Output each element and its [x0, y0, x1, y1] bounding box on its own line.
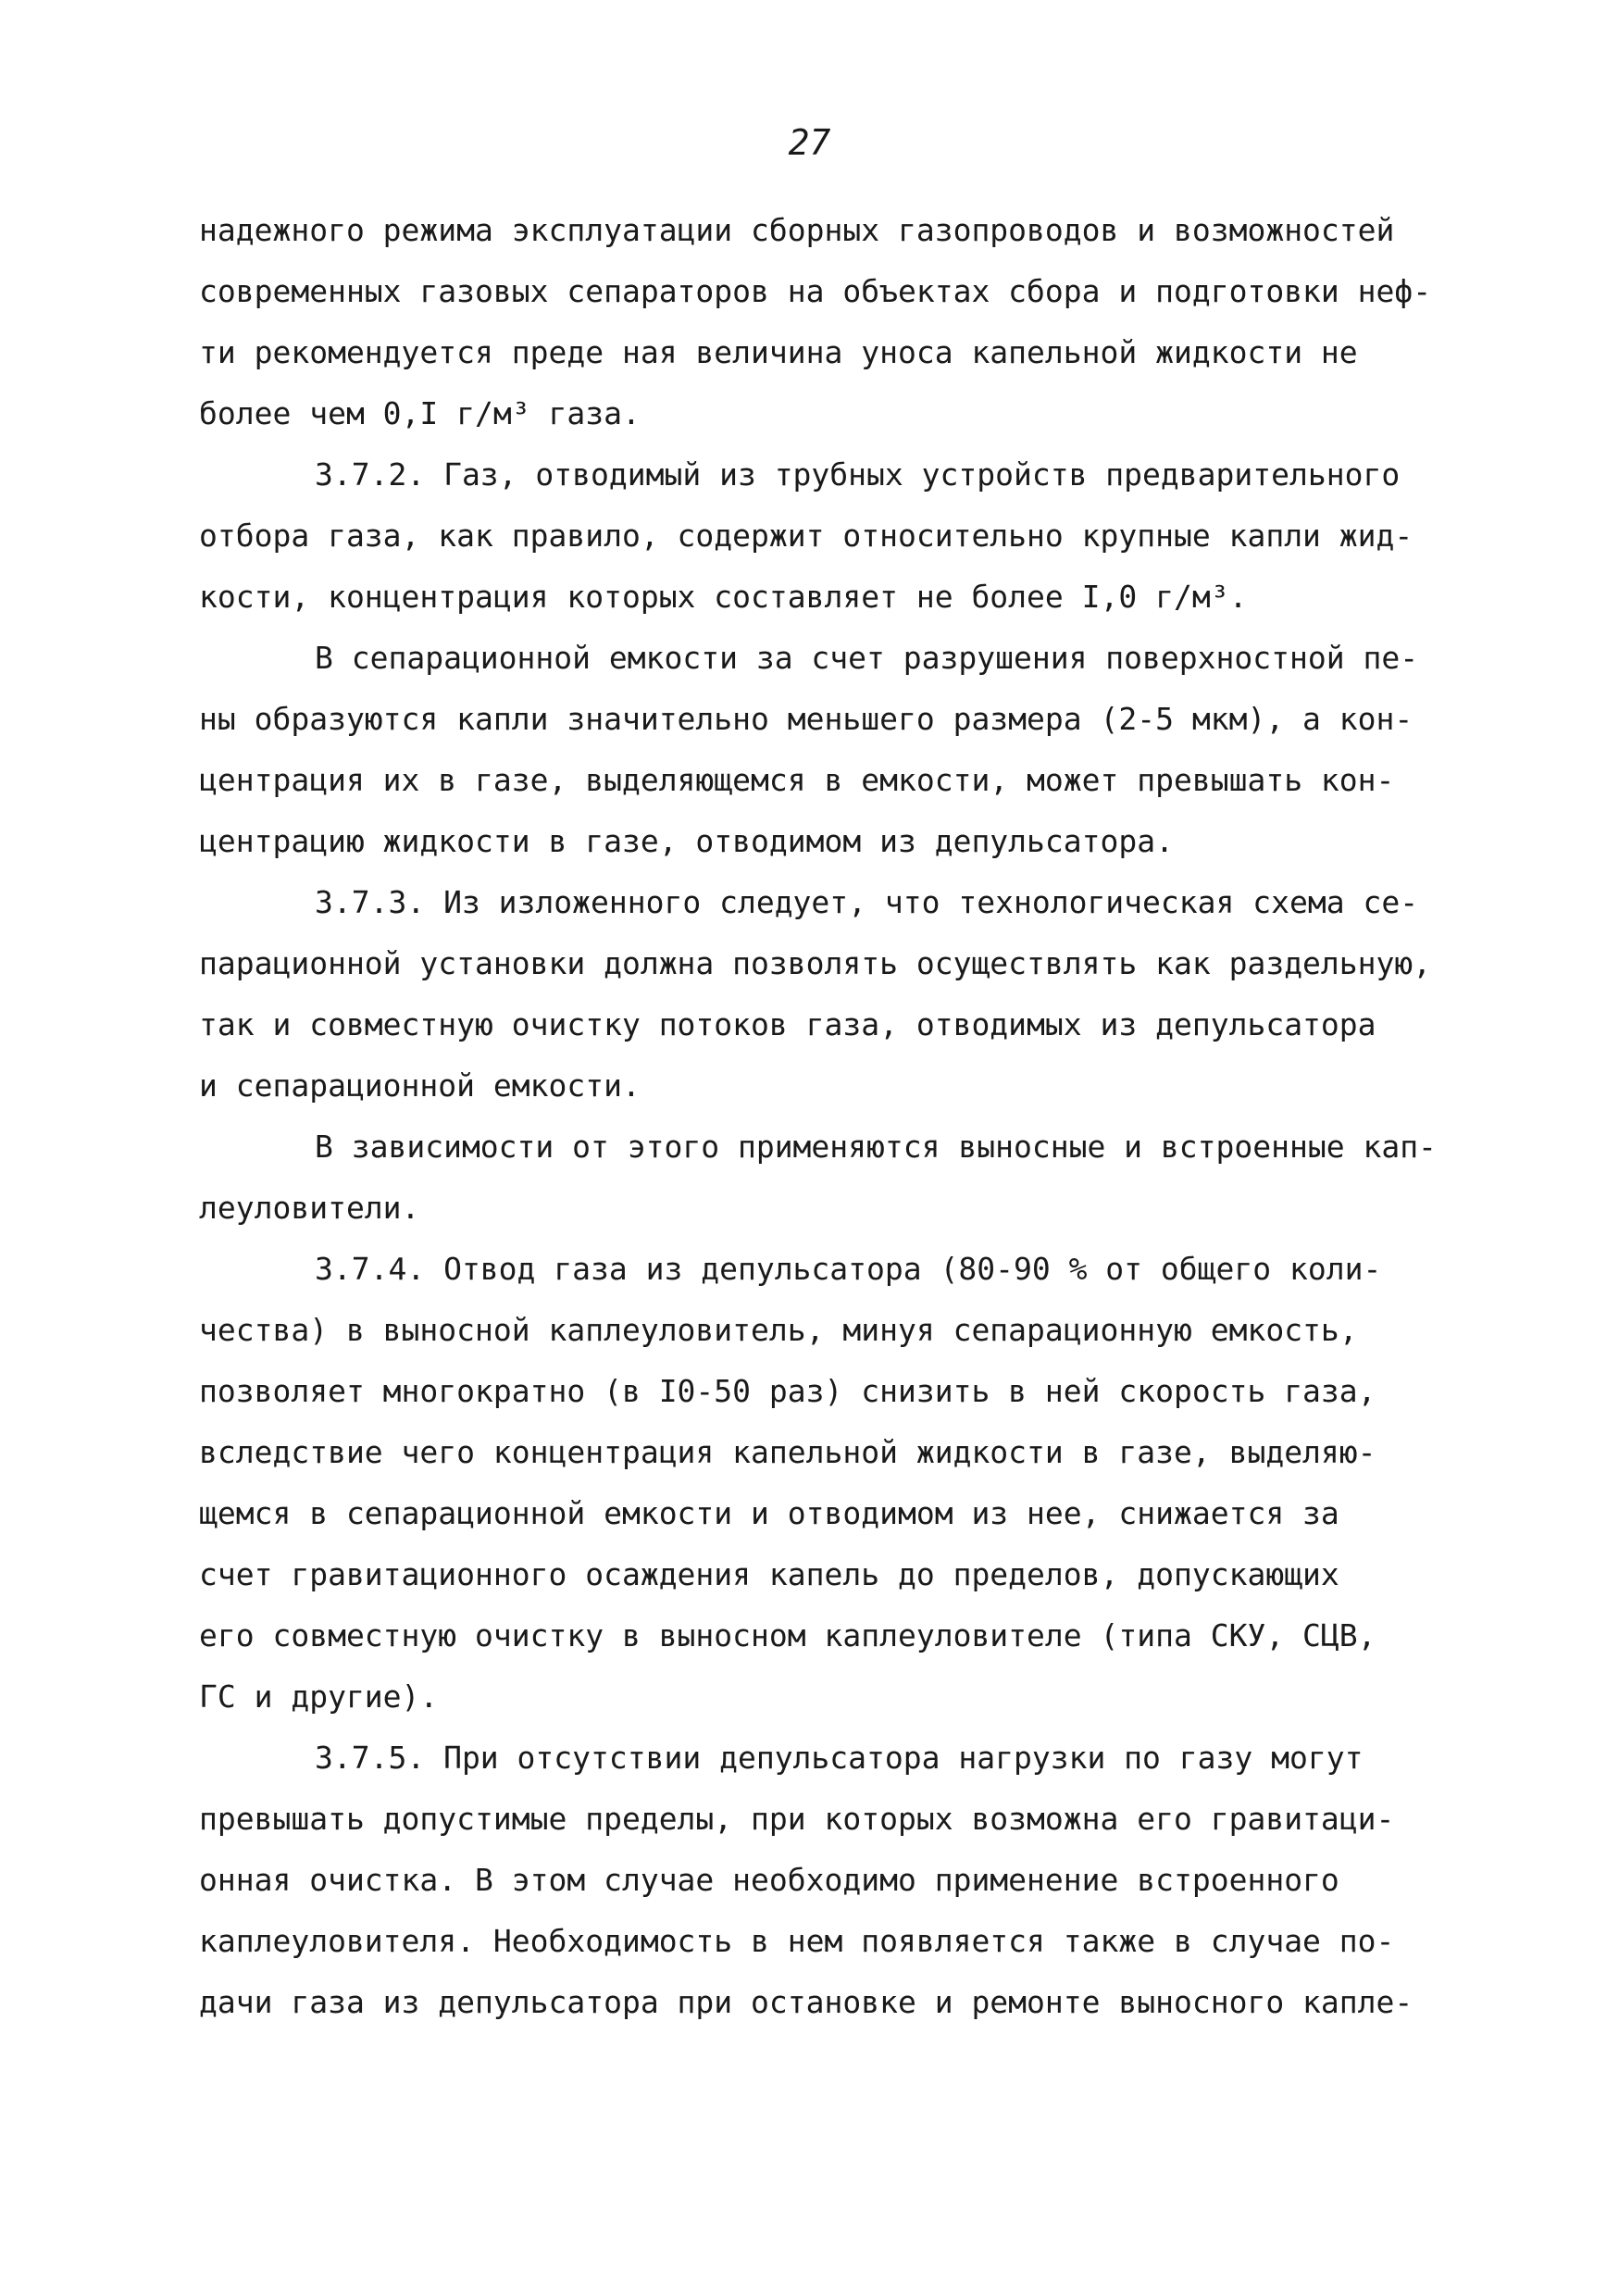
text-line: чества) в выносной каплеуловитель, минуя сепарационную емкость,: [199, 1312, 1358, 1348]
text-line: щемся в сепарационной емкости и отводимом из нее, снижается за: [199, 1495, 1339, 1531]
paragraph-start-line: 3.7.3. Из изложенного следует, что технологическая схема се-: [315, 884, 1419, 920]
text-line: вследствие чего концентрация капельной жидкости в газе, выделяю-: [199, 1434, 1376, 1470]
text-line: позволяет многократно (в I0-50 раз) снизить в ней скорость газа,: [199, 1373, 1376, 1409]
text-line: парационной установки должна позволять осуществлять как раздельную,: [199, 945, 1432, 981]
text-line: превышать допустимые пределы, при которых возможна его гравитаци-: [199, 1801, 1395, 1837]
paragraph-start-line: В зависимости от этого применяются выносные и встроенные кап-: [315, 1129, 1437, 1165]
text-line: центрация их в газе, выделяющемся в емкости, может превышать кон-: [199, 762, 1395, 798]
page-number: 27: [788, 122, 831, 163]
paragraph-start-line: 3.7.2. Газ, отводимый из трубных устройств предварительного: [315, 456, 1401, 493]
text-line: счет гравитационного осаждения капель до пределов, допускающих: [199, 1556, 1339, 1592]
text-line: надежного режима эксплуатации сборных газопроводов и возможностей: [199, 212, 1395, 248]
text-line: каплеуловителя. Необходимость в нем появляется также в случае по-: [199, 1923, 1395, 1959]
text-line: и сепарационной емкости.: [199, 1067, 641, 1104]
text-line: леуловители.: [199, 1190, 420, 1226]
text-line: ны образуются капли значительно меньшего размера (2-5 мкм), а кон-: [199, 701, 1414, 737]
text-line: более чем 0,I г/м³ газа.: [199, 395, 641, 431]
text-line: ГС и другие).: [199, 1678, 439, 1715]
paragraph-start-line: 3.7.4. Отвод газа из депульсатора (80-90 % от общего коли-: [315, 1251, 1382, 1287]
text-line: современных газовых сепараторов на объектах сбора и подготовки неф-: [199, 273, 1432, 309]
text-line: онная очистка. В этом случае необходимо применение встроенного: [199, 1862, 1339, 1898]
text-line: кости, концентрация которых составляет не более I,0 г/м³.: [199, 579, 1248, 615]
text-line: отбора газа, как правило, содержит относительно крупные капли жид-: [199, 518, 1414, 554]
text-line: ти рекомендуется преде ная величина уноса капельной жидкости не: [199, 334, 1358, 370]
text-line: так и совместную очистку потоков газа, отводимых из депульсатора: [199, 1006, 1376, 1042]
paragraph-start-line: В сепарационной емкости за счет разрушения поверхностной пе-: [315, 640, 1419, 676]
text-line: его совместную очистку в выносном каплеуловителе (типа СКУ, СЦВ,: [199, 1617, 1376, 1653]
paragraph-start-line: 3.7.5. При отсутствии депульсатора нагрузки по газу могут: [315, 1740, 1364, 1776]
text-line: центрацию жидкости в газе, отводимом из депульсатора.: [199, 823, 1174, 859]
text-body: [199, 200, 1439, 2033]
text-line: дачи газа из депульсатора при остановке и ремонте выносного капле-: [199, 1984, 1414, 2020]
